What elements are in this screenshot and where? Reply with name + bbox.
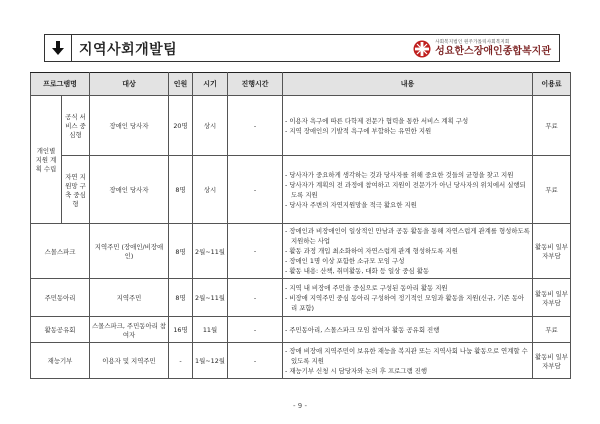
target-cell: 장애인 당사자 [90, 96, 169, 156]
organization-logo [413, 37, 551, 61]
col-header-target: 대상 [90, 73, 169, 96]
content-cell [283, 96, 533, 156]
period-cell: 2월~11월 [193, 279, 228, 317]
section-title: 지역사회개발팀 [79, 42, 178, 58]
content-line: - 장애인 1명 이상 포함한 소규모 모임 구성 [285, 257, 405, 265]
period-cell: 11월 [193, 317, 228, 343]
program-name-cell: 활동공유회 [31, 317, 90, 343]
content-line: - 지역 내 비장애 주민을 중심으로 구성된 동아리 활동 지원 [285, 283, 448, 292]
content-line: - 장애 비장애 지역주민이 보유한 재능을 복지관 또는 지역사회 나눔 활동으로 연계할 수 있도록 지원 [285, 346, 528, 365]
target-cell: 지역주민 (장애인/비장애인) [90, 224, 169, 279]
fee-cell: 무료 [533, 96, 571, 156]
time-cell: - [228, 317, 283, 343]
table-row [31, 279, 571, 317]
group-cell: 개인별 지원 계획 수립 [31, 96, 62, 224]
fee-cell: 무료 [533, 156, 571, 224]
logo-subtitle: 사회복지법인 원주가톨릭사회복지회 [435, 40, 510, 46]
content-line: - 주민동아리, 스몰스파크 모임 참여자 활동 공유회 진행 [285, 325, 440, 334]
col-header-program: 프로그램명 [31, 73, 90, 96]
program-name-cell: 스몰스파크 [31, 224, 90, 279]
content-cell [283, 343, 533, 379]
target-cell: 스몰스파크, 주민동아리 참여자 [90, 317, 169, 343]
table-row [31, 343, 571, 379]
fee-cell: 무료 [533, 317, 571, 343]
arrow-down-icon [51, 40, 65, 56]
fee-cell: 활동비 일부 자부담 [533, 224, 571, 279]
col-header-time: 진행시간 [228, 73, 283, 96]
program-table [30, 72, 571, 379]
content-cell [283, 279, 533, 317]
col-header-count: 인원 [169, 73, 193, 96]
period-cell: 상시 [193, 156, 228, 224]
content-line: - 활동 내용: 산책, 취미활동, 대화 등 일상 중심 활동 [285, 267, 430, 275]
time-cell: - [228, 343, 283, 379]
table-row [31, 224, 571, 279]
content-line: - 당사자 주변의 자연지원망을 적극 활요한 지원 [285, 200, 417, 209]
content-line: - 당사자가 중요하게 생각하는 것과 당사자를 위해 중요한 것들의 균형을 찾고 지원 [285, 170, 514, 179]
program-name-cell: 주민동아리 [31, 279, 90, 317]
fee-cell: 활동비 일부 자부담 [533, 343, 571, 379]
content-line: - 장애인과 비장애인이 일상적인 만남과 공동 활동을 통해 자연스럽게 관계를 형성하도록 지원하는 사업 [285, 227, 530, 245]
time-cell: - [228, 279, 283, 317]
target-cell: 지역주민 [90, 279, 169, 317]
logo-name: 성요한스장애인종합복지관 [435, 45, 551, 57]
target-cell: 이용자 및 지역주민 [90, 343, 169, 379]
period-cell: 상시 [193, 96, 228, 156]
period-cell: 1월~12월 [193, 343, 228, 379]
content-line: - 활동 과정 개입 최소화하여 자연스럽게 관계 형성하도록 지원 [285, 247, 458, 255]
count-cell: 8명 [169, 156, 193, 224]
count-cell: 16명 [169, 317, 193, 343]
count-cell: - [169, 343, 193, 379]
program-name-cell: 공식 서비스 중심형 [62, 96, 90, 156]
time-cell: - [228, 96, 283, 156]
table-row [31, 156, 571, 224]
table-row [31, 317, 571, 343]
content-cell [283, 317, 533, 343]
table-header-row [31, 73, 571, 96]
count-cell: 8명 [169, 279, 193, 317]
program-name-cell: 자연 지원망 구축 중심형 [62, 156, 90, 224]
time-cell: - [228, 156, 283, 224]
cross-logo-icon [413, 40, 431, 58]
col-header-content: 내용 [283, 73, 533, 96]
content-line: - 재능기부 신청 시 담당자와 논의 후 프로그램 진행 [285, 366, 428, 375]
period-cell: 2월~11월 [193, 224, 228, 279]
content-line: - 지역 장애인의 기발적 욕구에 부합하는 유연한 지원 [285, 126, 432, 135]
arrow-box [45, 35, 72, 61]
content-line: - 당사자가 계획의 전 과정에 참여하고 지원이 전문가가 아닌 당사자의 위치에서 실행되도록 지원 [285, 180, 526, 199]
page-number: - 9 - [293, 402, 307, 410]
target-cell: 장애인 당사자 [90, 156, 169, 224]
section-header [44, 34, 560, 62]
content-cell [283, 224, 533, 279]
content-cell [283, 156, 533, 224]
count-cell: 20명 [169, 96, 193, 156]
fee-cell: 활동비 일부 자부담 [533, 279, 571, 317]
table-row [31, 96, 571, 156]
content-line: - 이용자 욕구에 따른 다학제 전문가 협력을 통한 서비스 계획 구성 [285, 116, 469, 125]
col-header-period: 시기 [193, 73, 228, 96]
time-cell: - [228, 224, 283, 279]
col-header-fee: 이용료 [533, 73, 571, 96]
content-line: - 비장애 지역주민 중심 동아리 구성하여 정기적인 모임과 활동을 지원(신규, 기존 동아리 포함) [285, 293, 525, 312]
program-name-cell: 재능기부 [31, 343, 90, 379]
count-cell: 8명 [169, 224, 193, 279]
